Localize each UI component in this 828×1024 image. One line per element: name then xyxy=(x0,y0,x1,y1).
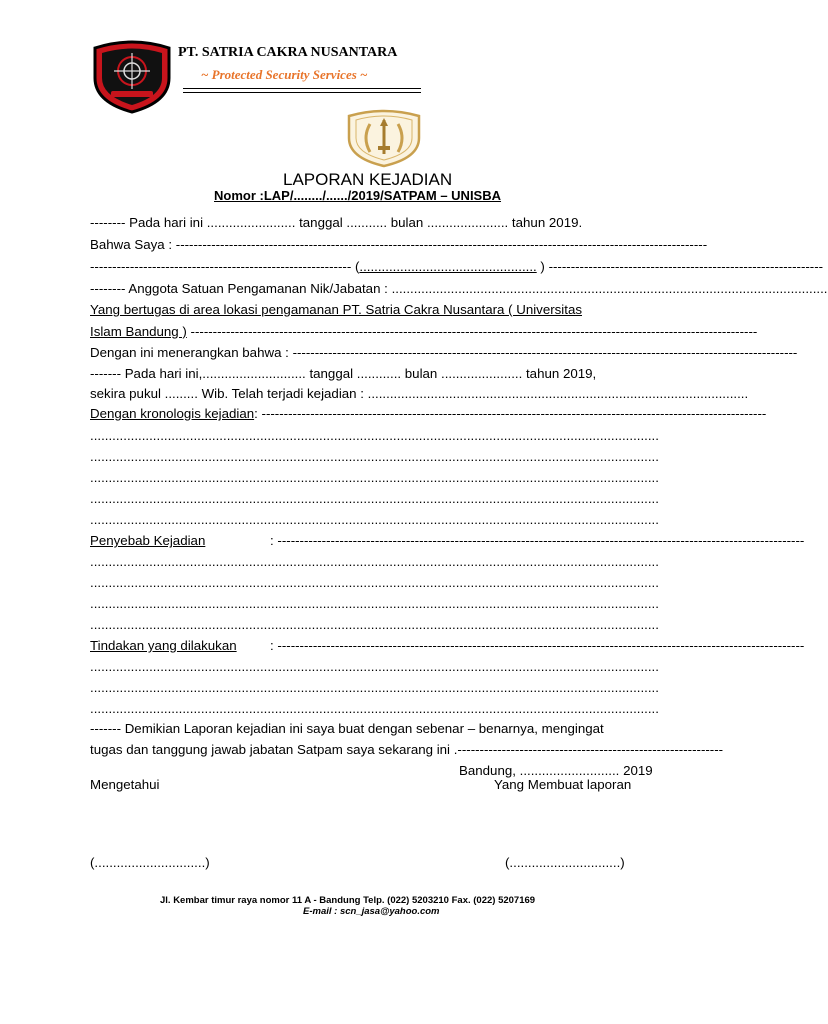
document-title: LAPORAN KEJADIAN xyxy=(283,170,453,189)
company-tagline: ~ Protected Security Services ~ xyxy=(201,67,368,82)
dot-filler: ...................................................................................................................... xyxy=(391,281,828,296)
dash-filler: -------------------------------------------------------------------------------------------------------------------------------- xyxy=(190,324,758,339)
body-line xyxy=(90,386,749,402)
dot-line: .......................................................................................................................................................... xyxy=(90,659,659,674)
line-text: tugas dan tanggung jawab jabatan Satpam saya sekarang ini . xyxy=(90,742,458,757)
section-label-tindakan: Tindakan yang dilakukan xyxy=(90,638,237,653)
dot-line: .......................................................................................................................................................... xyxy=(90,575,659,590)
emblem-icon xyxy=(344,108,424,168)
dash-filler: ----------------------------------------------------------------------------------------------------------------------- xyxy=(277,533,805,548)
dot-line: .......................................................................................................................................................... xyxy=(90,554,659,569)
body-line xyxy=(90,259,824,275)
dot-line: .......................................................................................................................................................... xyxy=(90,701,659,716)
signature-left-label: Mengetahui xyxy=(90,777,160,792)
dash-filler: ----------------------------------------------------------- xyxy=(90,259,352,274)
body-line xyxy=(90,721,676,737)
line-text: Islam Bandung ) xyxy=(90,324,187,339)
dot-line: .......................................................................................................................................................... xyxy=(90,680,659,695)
dash-filler: ------------------------------------------------------------ xyxy=(457,742,724,757)
document-number: Nomor :LAP/......../....../2019/SATPAM – UNISBA xyxy=(214,188,502,203)
company-name: PT. SATRIA CAKRA NUSANTARA xyxy=(178,45,398,60)
body-line xyxy=(90,366,676,382)
header-divider-top xyxy=(183,88,421,89)
signature-left-blank: (..............................) xyxy=(90,855,210,870)
dot-line: .......................................................................................................................................................... xyxy=(90,449,659,464)
place-date: Bandung, ........................... 2019 xyxy=(459,763,653,778)
line-text: : xyxy=(270,638,274,653)
dot-line: .......................................................................................................................................................... xyxy=(90,512,659,527)
line-text: : xyxy=(254,406,258,421)
company-logo xyxy=(89,38,175,114)
footer-email: E-mail : scn_jasa@yahoo.com xyxy=(303,906,440,917)
dot-line: .......................................................................................................................................................... xyxy=(90,596,659,611)
dash-filler: ------------------------------------------------------------------------------------------------------------------------ xyxy=(175,237,708,252)
body-line xyxy=(90,406,767,422)
line-text: sekira pukul ......... Wib. Telah terjadi kejadian : xyxy=(90,386,364,401)
body-line xyxy=(90,533,805,549)
dash-filler: -------------------------------------------------------------- xyxy=(548,259,824,274)
body-line xyxy=(90,215,676,231)
footer-address: Jl. Kembar timur raya nomor 11 A - Bandung Telp. (022) 5203210 Fax. (022) 5207169 xyxy=(160,895,536,906)
body-line xyxy=(90,281,828,297)
dash-filler: ------------------------------------------------------------------------------------------------------------------ xyxy=(261,406,767,421)
line-text: Bahwa Saya : xyxy=(90,237,173,252)
header-divider-bottom xyxy=(183,92,421,93)
body-line xyxy=(90,302,676,318)
line-text: ( xyxy=(354,259,360,274)
signature-right-blank: (..............................) xyxy=(505,855,625,870)
section-label-penyebab: Penyebab Kejadian xyxy=(90,533,206,548)
line-text: -------- Anggota Satuan Pengamanan Nik/Jabatan : xyxy=(90,281,388,296)
line-text: Dengan ini menerangkan bahwa : xyxy=(90,345,289,360)
line-text: Yang bertugas di area lokasi pengamanan PT. Satria Cakra Nusantara ( Universitas xyxy=(90,302,582,317)
line-text: ................................................ xyxy=(359,259,537,274)
line-text: -------- Pada hari ini ........................ tanggal ........... bulan ...................... tahun 2019. xyxy=(90,215,583,230)
body-line xyxy=(90,638,805,654)
dot-line: .......................................................................................................................................................... xyxy=(90,617,659,632)
section-label-kronologis: Dengan kronologis kejadian xyxy=(90,406,255,421)
body-line xyxy=(90,345,798,361)
line-text: ------- Demikian Laporan kejadian ini saya buat dengan sebenar – benarnya, mengingat xyxy=(90,721,604,736)
signature-right-label: Yang Membuat laporan xyxy=(494,777,632,792)
line-text: ) xyxy=(540,259,545,274)
line-text: ------- Pada hari ini,............................ tanggal ............ bulan ...................... tahun 2019, xyxy=(90,366,597,381)
body-line xyxy=(90,324,758,340)
dot-filler: ....................................................................................................... xyxy=(367,386,749,401)
dot-line: .......................................................................................................................................................... xyxy=(90,428,659,443)
dash-filler: ----------------------------------------------------------------------------------------------------------------------- xyxy=(277,638,805,653)
line-text: : xyxy=(270,533,274,548)
body-line xyxy=(90,742,724,758)
body-line xyxy=(90,237,708,253)
dash-filler: ------------------------------------------------------------------------------------------------------------------ xyxy=(292,345,798,360)
dot-line: .......................................................................................................................................................... xyxy=(90,470,659,485)
dot-line: .......................................................................................................................................................... xyxy=(90,491,659,506)
